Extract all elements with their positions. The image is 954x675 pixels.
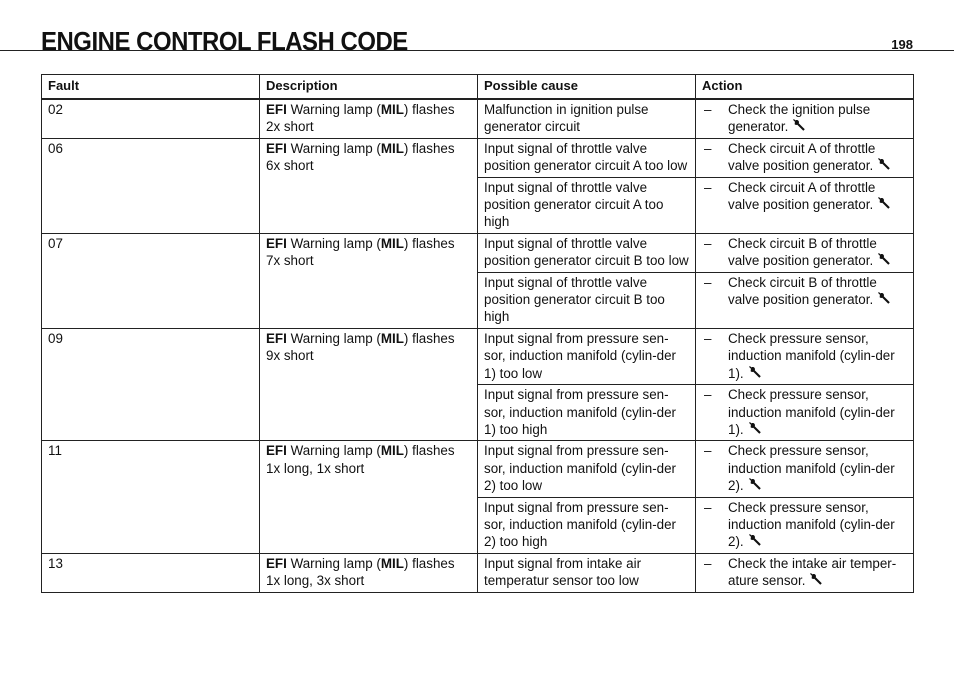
description-cell bbox=[260, 138, 478, 233]
table-row bbox=[42, 233, 914, 272]
description-text: Warning lamp ( bbox=[286, 555, 381, 571]
action-text: Check pressure sensor, induction manifold (cylin-der 2). bbox=[728, 443, 895, 494]
table-row bbox=[42, 441, 914, 497]
description-text: ) flashes 9x short bbox=[266, 330, 455, 364]
possible-cause-cell: Input signal from pressure sen-sor, induction manifold (cylin-der 1) too low bbox=[478, 328, 696, 384]
bullet-dash: – bbox=[704, 235, 712, 251]
efi-label: EFI bbox=[266, 102, 287, 117]
wrench-icon bbox=[877, 291, 891, 305]
efi-label: EFI bbox=[266, 140, 287, 156]
action-cell bbox=[696, 385, 914, 441]
description-text: Warning lamp ( bbox=[286, 443, 381, 459]
action-cell bbox=[696, 441, 914, 497]
description-text: ) flashes 1x long, 1x short bbox=[266, 443, 455, 476]
table-row bbox=[42, 99, 914, 138]
wrench-icon bbox=[792, 118, 806, 132]
action-cell bbox=[696, 233, 914, 272]
fault-code-cell: 06 bbox=[42, 138, 260, 233]
action-text: Check pressure sensor, induction manifold (cylin-der 2). bbox=[728, 499, 895, 550]
possible-cause-cell: Input signal of throttle valve position generator circuit B too low bbox=[478, 233, 696, 272]
efi-label: EFI bbox=[266, 330, 287, 346]
action-cell bbox=[696, 177, 914, 233]
bullet-dash: – bbox=[704, 102, 712, 117]
description-cell bbox=[260, 441, 478, 553]
column-header-description: Description bbox=[260, 75, 478, 100]
column-header-fault: Fault bbox=[42, 75, 260, 100]
bullet-dash: – bbox=[704, 179, 712, 195]
action-cell bbox=[696, 497, 914, 553]
bullet-dash: – bbox=[704, 274, 712, 290]
action-cell bbox=[696, 138, 914, 177]
possible-cause-cell: Input signal of throttle valve position generator circuit B too high bbox=[478, 272, 696, 328]
possible-cause-cell: Input signal of throttle valve position generator circuit A too high bbox=[478, 177, 696, 233]
table-row bbox=[42, 553, 914, 592]
efi-label: EFI bbox=[266, 443, 287, 459]
possible-cause-cell: Input signal of throttle valve position generator circuit A too low bbox=[478, 138, 696, 177]
description-text: ) flashes 2x short bbox=[266, 102, 455, 135]
action-text: Check circuit A of throttle valve position generator. bbox=[728, 140, 876, 174]
table-row bbox=[42, 328, 914, 384]
title-rule bbox=[0, 50, 954, 51]
fault-code-cell: 02 bbox=[42, 99, 260, 138]
fault-code-cell: 07 bbox=[42, 233, 260, 328]
mil-label: MIL bbox=[380, 443, 404, 459]
wrench-icon bbox=[748, 477, 762, 491]
action-text: Check the intake air temper-ature sensor. bbox=[728, 555, 897, 589]
possible-cause-cell: Input signal from pressure sen-sor, induction manifold (cylin-der 1) too high bbox=[478, 385, 696, 441]
wrench-icon bbox=[748, 533, 762, 547]
action-text: Check pressure sensor, induction manifold (cylin-der 1). bbox=[728, 330, 895, 381]
action-text: Check circuit A of throttle valve position generator. bbox=[728, 179, 876, 213]
bullet-dash: – bbox=[704, 443, 712, 459]
description-cell bbox=[260, 233, 478, 328]
possible-cause-cell: Input signal from pressure sen-sor, induction manifold (cylin-der 2) too high bbox=[478, 497, 696, 553]
action-cell bbox=[696, 328, 914, 384]
action-text: Check circuit B of throttle valve position generator. bbox=[728, 274, 877, 308]
wrench-icon bbox=[809, 572, 823, 586]
table-header-row bbox=[42, 75, 914, 100]
description-cell bbox=[260, 553, 478, 592]
mil-label: MIL bbox=[380, 330, 404, 346]
wrench-icon bbox=[748, 421, 762, 435]
description-text: ) flashes 1x long, 3x short bbox=[266, 555, 455, 589]
wrench-icon bbox=[877, 196, 891, 210]
possible-cause-cell: Input signal from pressure sen-sor, induction manifold (cylin-der 2) too low bbox=[478, 441, 696, 497]
page-title: ENGINE CONTROL FLASH CODE bbox=[41, 26, 408, 56]
wrench-icon bbox=[748, 365, 762, 379]
action-text: Check circuit B of throttle valve position generator. bbox=[728, 235, 877, 269]
action-text: Check pressure sensor, induction manifold (cylin-der 1). bbox=[728, 387, 895, 437]
mil-label: MIL bbox=[380, 102, 404, 117]
description-cell bbox=[260, 328, 478, 440]
description-text: Warning lamp ( bbox=[286, 102, 381, 117]
possible-cause-cell: Malfunction in ignition pulse generator circuit bbox=[478, 99, 696, 138]
bullet-dash: – bbox=[704, 330, 712, 346]
wrench-icon bbox=[877, 252, 891, 266]
efi-label: EFI bbox=[266, 235, 287, 251]
fault-code-cell: 09 bbox=[42, 328, 260, 440]
description-text: ) flashes 7x short bbox=[266, 235, 455, 269]
column-header-action: Action bbox=[696, 75, 914, 100]
description-text: Warning lamp ( bbox=[286, 140, 381, 156]
efi-label: EFI bbox=[266, 555, 287, 571]
column-header-possible-cause: Possible cause bbox=[478, 75, 696, 100]
action-text: Check the ignition pulse generator. bbox=[728, 102, 871, 135]
bullet-dash: – bbox=[704, 555, 712, 571]
mil-label: MIL bbox=[380, 555, 404, 571]
bullet-dash: – bbox=[704, 387, 712, 403]
description-text: Warning lamp ( bbox=[286, 330, 381, 346]
action-cell bbox=[696, 553, 914, 592]
description-text: Warning lamp ( bbox=[286, 235, 381, 251]
fault-code-cell: 13 bbox=[42, 553, 260, 592]
bullet-dash: – bbox=[704, 140, 712, 156]
action-cell bbox=[696, 99, 914, 138]
fault-code-cell: 11 bbox=[42, 441, 260, 553]
flash-code-table bbox=[41, 74, 914, 593]
mil-label: MIL bbox=[380, 235, 404, 251]
page-number: 198 bbox=[891, 37, 913, 52]
mil-label: MIL bbox=[380, 140, 404, 156]
description-text: ) flashes 6x short bbox=[266, 140, 455, 174]
action-cell bbox=[696, 272, 914, 328]
wrench-icon bbox=[877, 157, 891, 171]
possible-cause-cell: Input signal from intake air temperatur sensor too low bbox=[478, 553, 696, 592]
table-row bbox=[42, 138, 914, 177]
description-cell bbox=[260, 99, 478, 138]
bullet-dash: – bbox=[704, 499, 712, 515]
